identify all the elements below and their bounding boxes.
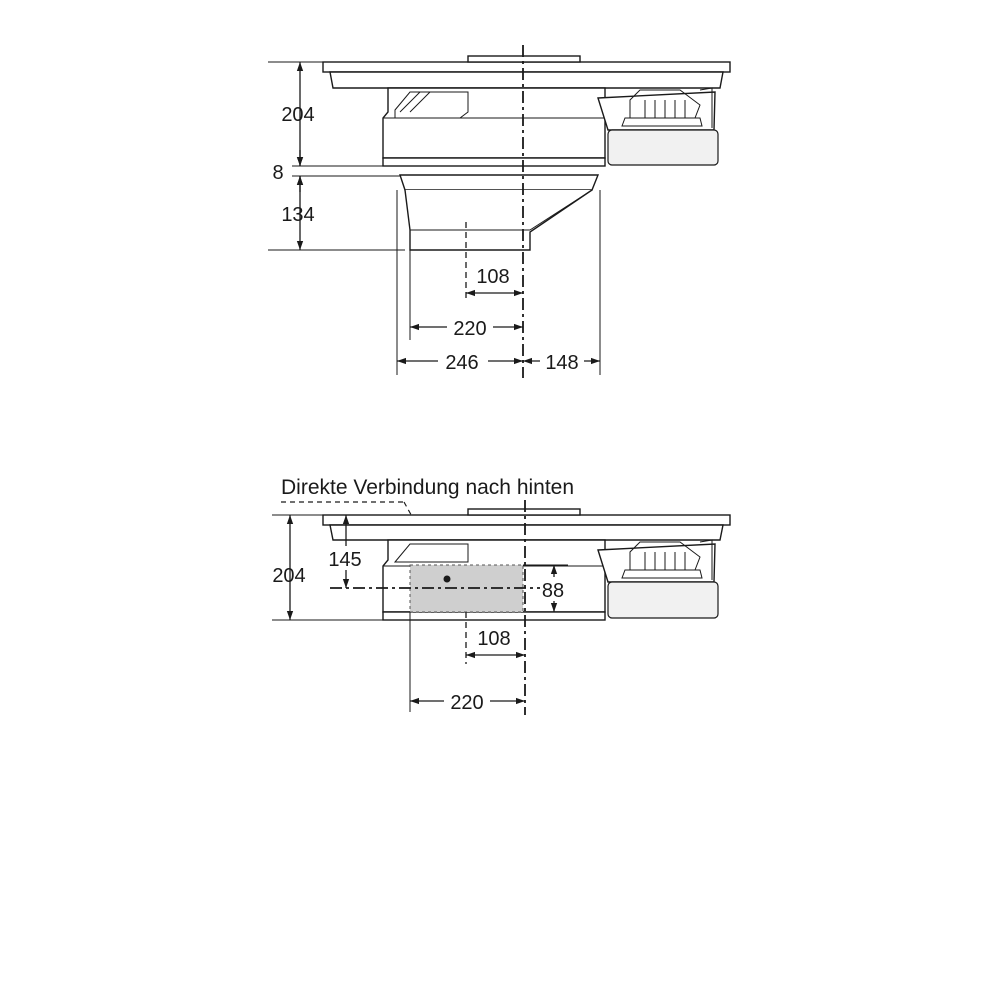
hob-cooktop bbox=[323, 56, 730, 250]
dim-label-204-direct: 204 bbox=[272, 565, 306, 587]
dimension-204 bbox=[281, 62, 314, 166]
top-view bbox=[268, 45, 730, 378]
dim-label-134: 134 bbox=[281, 204, 315, 226]
dim-label-108-top: 108 bbox=[476, 266, 510, 288]
dimension-220-direct bbox=[410, 688, 525, 714]
dim-label-148: 148 bbox=[545, 352, 579, 374]
dim-label-204: 204 bbox=[281, 104, 315, 126]
dimension-108-direct bbox=[466, 628, 525, 655]
dim-label-145: 145 bbox=[328, 549, 362, 571]
dimension-220-top bbox=[410, 314, 523, 340]
dimension-8 bbox=[272, 150, 300, 192]
note-label: Direkte Verbindung nach hinten bbox=[281, 476, 575, 499]
dim-label-246: 246 bbox=[445, 352, 479, 374]
dim-label-8: 8 bbox=[272, 162, 284, 184]
bottom-view bbox=[272, 476, 730, 715]
dim-label-108-direct: 108 bbox=[477, 628, 511, 650]
dimension-148 bbox=[523, 348, 600, 374]
dim-label-220-direct: 220 bbox=[450, 692, 484, 714]
dim-label-88: 88 bbox=[541, 580, 565, 602]
dimension-246 bbox=[397, 348, 523, 374]
dimension-134 bbox=[281, 176, 314, 250]
dim-label-220-top: 220 bbox=[453, 318, 487, 340]
dimension-108-top bbox=[466, 266, 523, 293]
dimension-204-direct bbox=[272, 515, 305, 620]
